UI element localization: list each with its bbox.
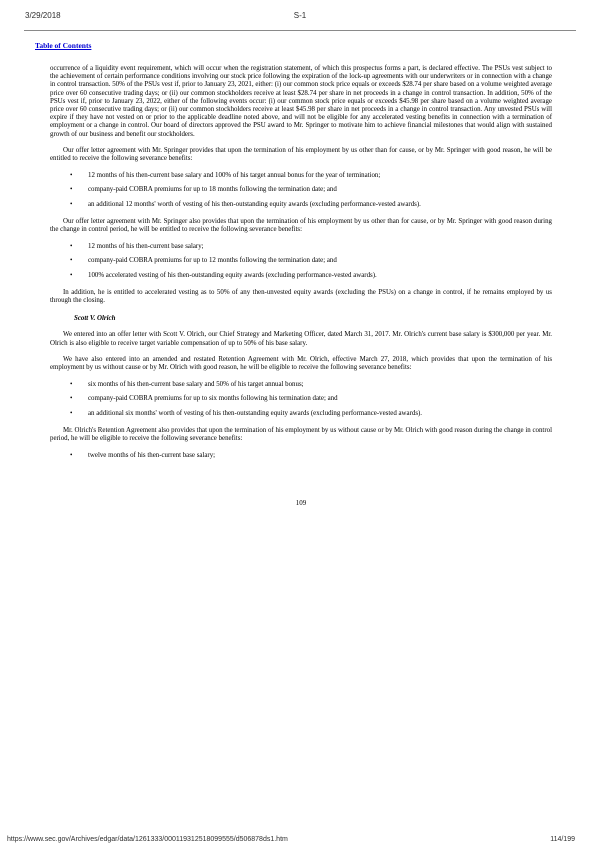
footer-url: https://www.sec.gov/Archives/edgar/data/1261333/000119312518099555/d506878ds1.htm <box>7 836 288 843</box>
list-item-text: company-paid COBRA premiums for up to six months following his termination date; and <box>88 395 338 403</box>
bullet-icon: • <box>70 200 73 208</box>
document-body <box>50 65 552 507</box>
paragraph-olrich-cic-intro: Mr. Olrich's Retention Agreement also provides that upon the termination of his employment by us without cause or by Mr. Olrich with good reason during the change in control period, he will be eligible to receive the following severance benefits: <box>50 426 552 443</box>
list-item <box>50 410 552 418</box>
list-item <box>50 395 552 403</box>
list-item <box>50 186 552 194</box>
bullet-icon: • <box>70 243 73 251</box>
section-heading-olrich: Scott V. Olrich <box>74 315 116 323</box>
paragraph-olrich-offer-letter: We entered into an offer letter with Scott V. Olrich, our Chief Strategy and Marketing Officer, dated March 31, 2017. Mr. Olrich's current base salary is $300,000 per year. Mr. Olrich is also eligible to receive target variable compensation of up to 50% of his base salary. <box>50 331 552 347</box>
springer-severance-list <box>50 172 552 209</box>
list-item-text: an additional 12 months' worth of vesting of his then-outstanding equity awards (excluding performance-vested awards). <box>88 200 421 208</box>
paragraph-springer-severance-intro: Our offer letter agreement with Mr. Springer provides that upon the termination of his employment by us other than for cause, or by Mr. Springer with good reason, he will be entitled to receive the following severance benefits: <box>50 146 552 163</box>
list-item-text: company-paid COBRA premiums for up to 18 months following the termination date; and <box>88 186 337 194</box>
table-of-contents-link[interactable]: Table of Contents <box>35 41 92 50</box>
print-header-date: 3/29/2018 <box>25 11 61 20</box>
page-number: 109 <box>295 498 307 507</box>
list-item <box>50 201 552 209</box>
bullet-icon: • <box>70 172 73 180</box>
list-item-text: 12 months of his then-current base salary and 100% of his target annual bonus for the year of termination; <box>88 172 381 180</box>
paragraph-psu-vesting: occurrence of a liquidity event requirement, which will occur when the registration statement, of which this prospectus forms a part, is declared effective. The PSUs vest subject to the achievement of certain performance conditions involving our stock price following the expiration of the lock-up agreements with our underwriters or in connection with a change in control transaction. 50% of the PSUs vest if, prior to January 23, 2021, either: (i) our common stock price equals or exceeds $28.74 per share based on a volume weighted average price over 60 consecutive trading days; or (ii) our common stockholders receive at least $28.74 per share in net proceeds in a change in control transaction. In addition, 50% of the PSUs vest if, prior to January 23, 2022, either of the following events occur: (i) our common stock price equals or exceeds $45.98 per share based on a volume weighted average price over 60 consecutive trading days; or (ii) our common stockholders receive at least $45.98 per share in net proceeds in a change in control transaction. Any unvested PSUs will expire if they have not vested on or prior to the applicable deadline noted above, and will not be eligible for any accelerated vesting benefits in connection with a termination of employment or a change in control. Our board of directors approved the PSU award to Mr. Springer to motivate him to achieve financial milestones that would align with sustained growth of our business and benefit our stockholders. <box>50 65 552 138</box>
olrich-severance-list <box>50 381 552 418</box>
paragraph-springer-cic-intro: Our offer letter agreement with Mr. Springer also provides that upon the termination of his employment by us other than for cause, or by Mr. Springer with good reason during the change in control period, he will be entitled to receive the following severance benefits: <box>50 217 552 234</box>
bullet-icon: • <box>70 271 73 279</box>
list-item-text: 100% accelerated vesting of his then-outstanding equity awards (excluding performance-vested awards). <box>88 271 377 279</box>
bullet-icon: • <box>70 452 73 460</box>
list-item <box>50 381 552 389</box>
paragraph-olrich-retention-intro: We have also entered into an amended and restated Retention Agreement with Mr. Olrich, effective March 27, 2018, which provides that upon the termination of his employment by us without cause or by Mr. Olrich with good reason, he will be eligible to receive the following severance benefits: <box>50 355 552 372</box>
footer-page-indicator: 114/199 <box>550 836 575 843</box>
list-item <box>50 172 552 180</box>
list-item-text: twelve months of his then-current base salary; <box>88 452 216 460</box>
header-rule <box>24 30 576 31</box>
list-item-text: six months of his then-current base salary and 50% of his target annual bonus; <box>88 381 304 389</box>
paragraph-springer-acceleration: In addition, he is entitled to accelerated vesting as to 50% of any then-unvested equity awards (excluding the PSUs) on a change in control, if he remains employed by us through the closing. <box>50 288 552 305</box>
list-item <box>50 272 552 280</box>
bullet-icon: • <box>70 257 73 265</box>
print-header-title: S-1 <box>293 11 307 20</box>
list-item <box>50 243 552 251</box>
list-item-text: 12 months of his then-current base salary; <box>88 243 204 251</box>
list-item <box>50 452 552 460</box>
list-item <box>50 257 552 265</box>
list-item-text: an additional six months' worth of vesting of his then-outstanding equity awards (excluding performance-vested awards). <box>88 409 423 417</box>
springer-cic-list <box>50 243 552 280</box>
bullet-icon: • <box>70 409 73 417</box>
bullet-icon: • <box>70 381 73 389</box>
bullet-icon: • <box>70 186 73 194</box>
bullet-icon: • <box>70 395 73 403</box>
olrich-cic-list <box>50 452 552 460</box>
list-item-text: company-paid COBRA premiums for up to 12 months following the termination date; and <box>88 257 337 265</box>
